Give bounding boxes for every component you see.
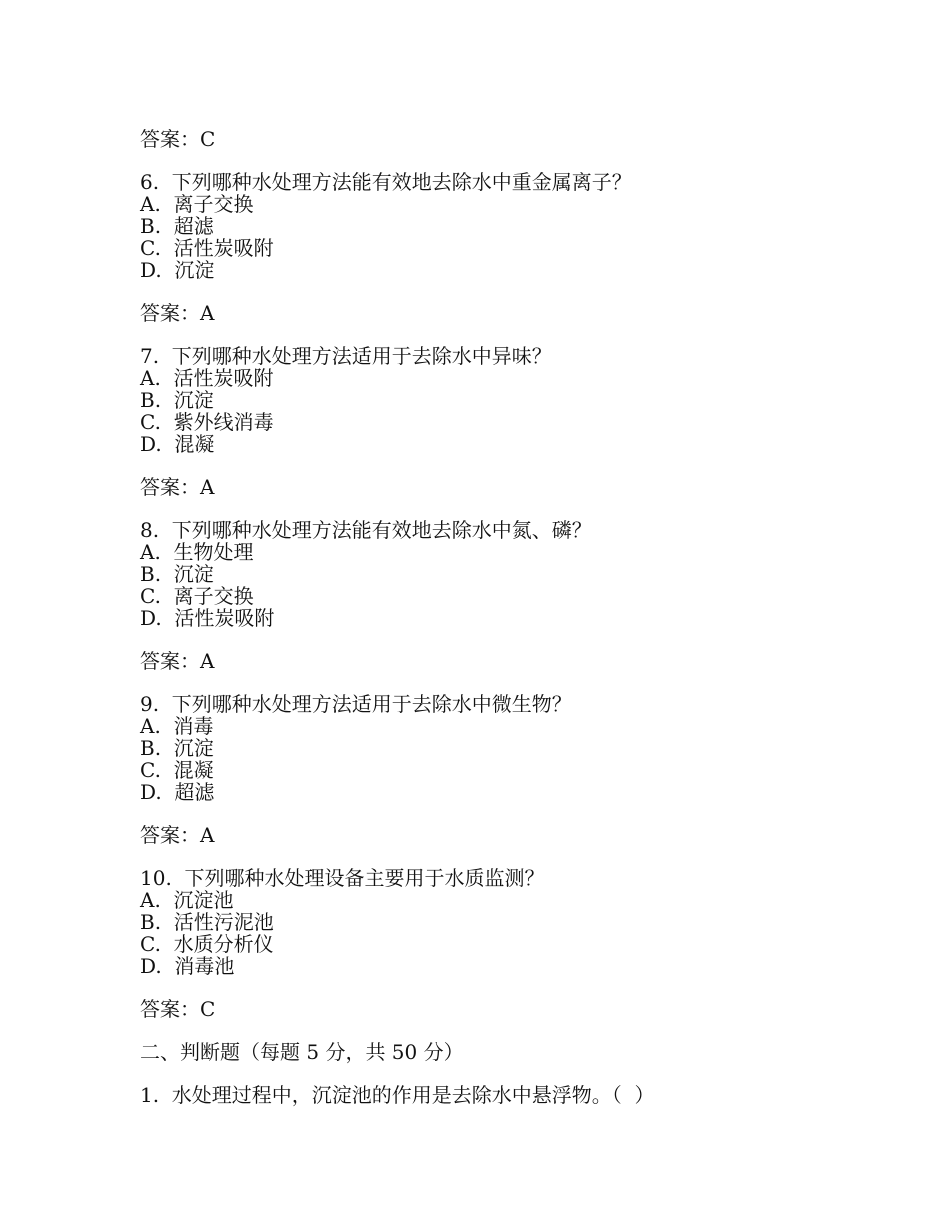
option-b: B. 沉淀 [140,736,214,760]
question-block [140,693,900,803]
question-stem: 9. 下列哪种水处理方法适用于去除水中微生物？ [140,692,572,716]
question-stem: 7. 下列哪种水处理方法适用于去除水中异味？ [140,344,552,368]
question-stem: 8. 下列哪种水处理方法能有效地去除水中氮、磷？ [140,518,592,542]
answer-line [140,302,900,324]
option-d: D. 活性炭吸附 [140,606,275,630]
option-b: B. 超滤 [140,214,214,238]
question-block [140,519,900,629]
option-d: D. 沉淀 [140,258,215,282]
option-c: C. 紫外线消毒 [140,410,274,434]
option-c: C. 离子交换 [140,584,254,608]
true-false-item: 1. 水处理过程中，沉淀池的作用是去除水中悬浮物。（ ） [140,1083,655,1107]
question-block [140,345,900,455]
option-b: B. 沉淀 [140,388,214,412]
option-c: C. 混凝 [140,758,214,782]
answer-label: 答案： [140,475,200,499]
option-a: A. 离子交换 [140,192,254,216]
answer-line [140,476,900,498]
answer-label: 答案： [140,301,200,325]
answer-line [140,128,900,150]
answer-value: A [200,823,215,847]
question-stem: 6. 下列哪种水处理方法能有效地去除水中重金属离子？ [140,170,632,194]
option-a: A. 生物处理 [140,540,254,564]
answer-value: C [200,127,216,151]
section-heading: 二、判断题（每题 5 分，共 50 分） [140,1040,464,1064]
option-d: D. 超滤 [140,780,215,804]
option-d: D. 混凝 [140,432,215,456]
option-a: A. 活性炭吸附 [140,366,274,390]
answer-label: 答案： [140,997,200,1021]
document-page [140,128,900,1106]
question-block [140,867,900,977]
option-a: A. 沉淀池 [140,888,234,912]
answer-line [140,824,900,846]
option-a: A. 消毒 [140,714,214,738]
option-b: B. 活性污泥池 [140,910,274,934]
answer-label: 答案： [140,127,200,151]
question-stem: 10. 下列哪种水处理设备主要用于水质监测？ [140,866,545,890]
answer-value: A [200,649,215,673]
option-b: B. 沉淀 [140,562,214,586]
option-d: D. 消毒池 [140,954,235,978]
answer-label: 答案： [140,649,200,673]
answer-label: 答案： [140,823,200,847]
option-c: C. 活性炭吸附 [140,236,274,260]
answer-line [140,998,900,1020]
question-block [140,171,900,281]
answer-value: A [200,475,215,499]
answer-line [140,650,900,672]
answer-value: A [200,301,215,325]
answer-value: C [200,997,216,1021]
option-c: C. 水质分析仪 [140,932,274,956]
